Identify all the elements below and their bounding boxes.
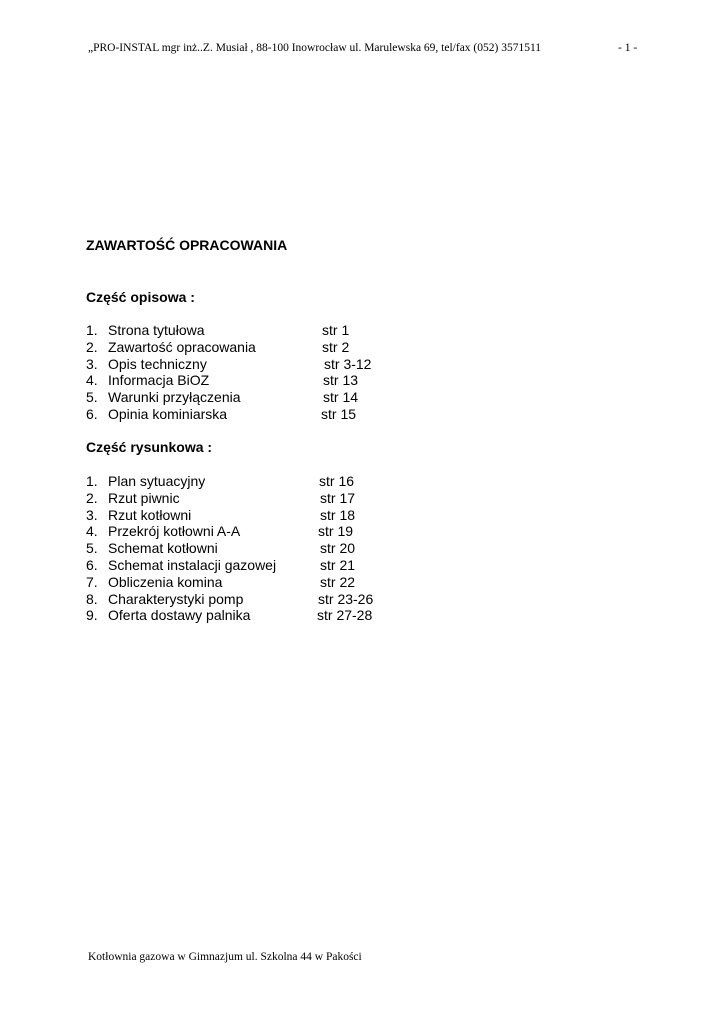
toc-item-number: 7. [86,573,98,590]
toc-item [86,356,406,373]
toc-item [86,372,406,389]
toc-item [86,507,406,524]
page-footer: Kotłownia gazowa w Gimnazjum ul. Szkolna 44 w Pakości [88,951,362,963]
toc-item-label: Informacja BiOZ [108,372,210,389]
toc-item-number: 1. [86,322,98,338]
toc-item-number: 4. [86,523,98,540]
toc-item-number: 5. [86,540,98,557]
toc-item-label: Opinia kominiarska [108,405,228,422]
toc-item [86,591,406,608]
toc-item-page: str 2 [322,338,350,355]
toc-item [86,339,406,356]
toc-item-label: Opis techniczny [108,355,207,372]
toc-item-number: 3. [86,355,98,372]
toc-item-page: str 23-26 [318,590,374,607]
toc-item-label: Plan sytuacyjny [108,473,206,489]
toc-item [86,490,406,507]
toc-item-number: 6. [86,405,98,422]
toc-item-page: str 18 [320,506,356,523]
toc-item-page: str 27-28 [317,607,373,624]
toc-item-label: Schemat instalacji gazowej [108,556,277,573]
toc-item-page: str 15 [321,405,357,422]
toc-item-number: 6. [86,556,98,573]
toc-item [86,473,406,490]
toc-item-number: 2. [86,489,98,506]
toc-item-label: Charakterystyki pomp [108,590,244,607]
toc-item-label: Warunki przyłączenia [108,389,241,406]
drawings-toc-list [86,473,406,624]
toc-item-page: str 21 [320,556,356,573]
toc-item-number: 8. [86,590,98,607]
toc-item-label: Oferta dostawy palnika [108,607,251,624]
toc-item [86,322,406,339]
toc-item [86,557,406,574]
toc-item-page: str 14 [323,389,359,406]
document-title: ZAWARTOŚĆ OPRACOWANIA [86,237,288,253]
toc-item-page: str 1 [322,322,350,338]
toc-item [86,389,406,406]
toc-item-page: str 3-12 [324,355,372,372]
toc-item-label: Schemat kotłowni [108,540,218,557]
toc-item-number: 5. [86,389,98,406]
toc-item-page: str 17 [320,489,356,506]
toc-item-label: Obliczenia komina [108,573,223,590]
toc-item-page: str 22 [320,573,356,590]
toc-item-page: str 16 [319,473,355,489]
toc-item [86,406,406,423]
toc-item-label: Przekrój kotłowni A-A [108,523,241,540]
toc-item-label: Strona tytułowa [108,322,205,338]
header-company-info: „PRO-INSTAL mgr inż..Z. Musiał , 88-100 Inowrocław ul. Marulewska 69, tel/fax (052) 3571511 [88,42,542,54]
toc-item-number: 4. [86,372,98,389]
toc-item-number: 9. [86,607,98,624]
toc-item [86,607,406,624]
toc-item-number: 2. [86,338,98,355]
descriptive-toc-list [86,322,406,423]
toc-item-label: Rzut kotłowni [108,506,192,523]
drawings-section-heading: Część rysunkowa : [86,439,213,455]
header-page-number: - 1 - [618,42,638,54]
toc-item-label: Rzut piwnic [108,489,180,506]
toc-item-page: str 20 [320,540,356,557]
toc-item-label: Zawartość opracowania [108,338,256,355]
toc-item-page: str 19 [318,523,354,540]
toc-item-number: 1. [86,473,98,489]
toc-item-number: 3. [86,506,98,523]
toc-item [86,574,406,591]
descriptive-section-heading: Część opisowa : [86,289,195,305]
toc-item-page: str 13 [323,372,359,389]
toc-item [86,523,406,540]
toc-item [86,540,406,557]
